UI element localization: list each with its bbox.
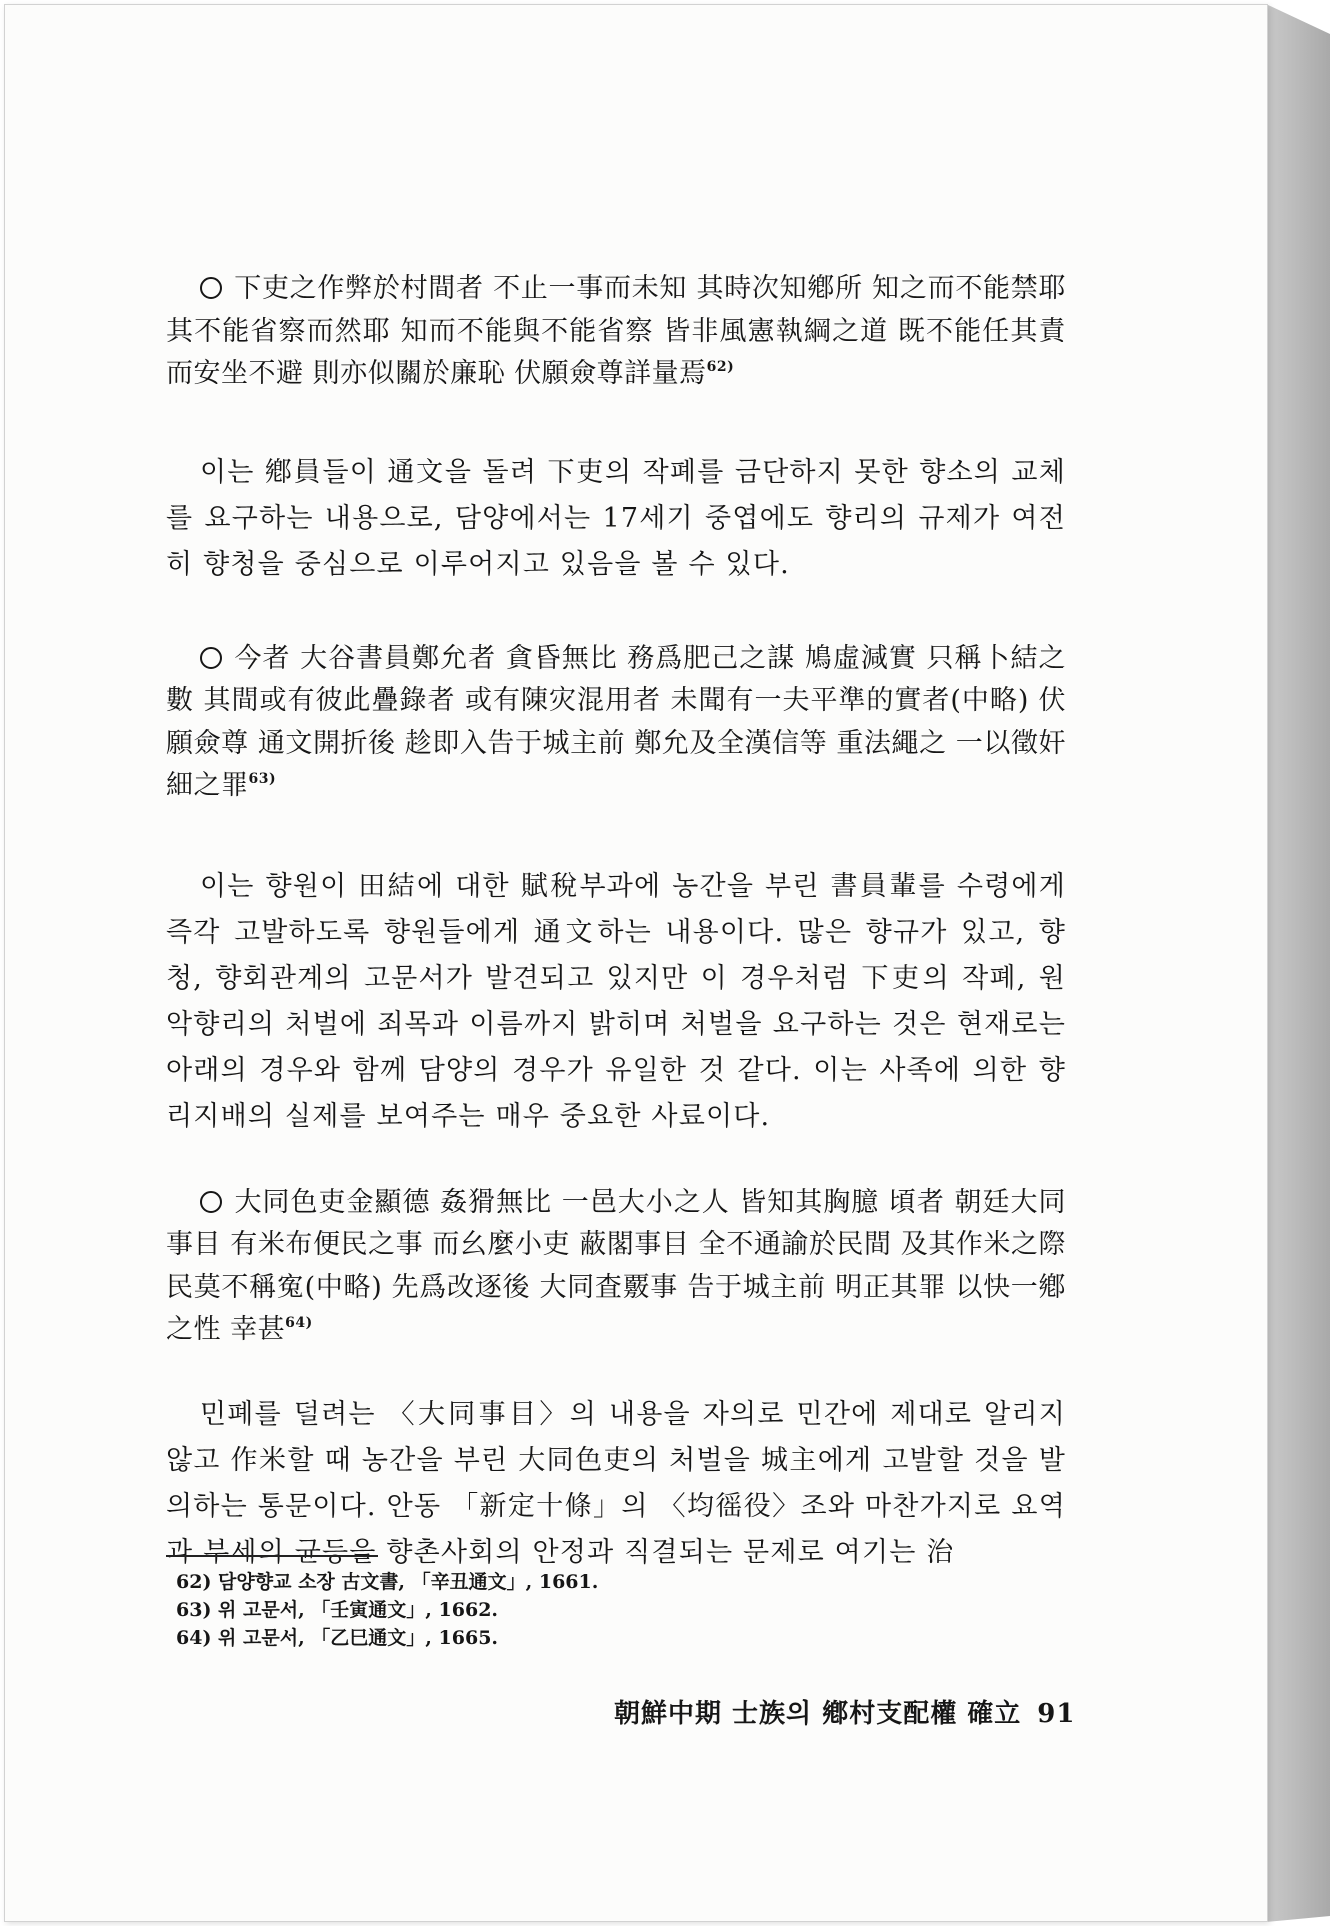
footnote-divider xyxy=(166,1555,378,1557)
footnote-62: 62) 담양향교 소장 古文書, 「辛丑通文」, 1661. xyxy=(176,1571,599,1593)
footnote-ref: 62) xyxy=(706,359,735,375)
footnote-63: 63) 위 고문서, 「壬寅通文」, 1662. xyxy=(176,1599,499,1621)
footnote-ref: 64) xyxy=(285,1315,313,1331)
page-content xyxy=(166,268,1066,1576)
body-paragraph-3: 민폐를 덜려는 〈大同事目〉의 내용을 자의로 민간에 제대로 알리지 않고 作米할 때 농간을 부린 大同色吏의 처벌을 城主에게 고발할 것을 발의하는 통문이다. 안동 「新定十條」의 〈均徭役〉조와 마찬가지로 요역과 부세의 균등을 향촌사회의 안정과 직결되는 문제로 여기는 治 xyxy=(166,1398,1066,1568)
running-footer xyxy=(614,1693,1076,1730)
quote-text: 下吏之作弊於村間者 不止一事而未知 其時次知鄕所 知之而不能禁耶 其不能省察而然耶 知而不能與不能省察 皆非風憲執綱之道 既不能任其責 而安坐不避 則亦似關於廉恥 伏願僉尊詳量焉 xyxy=(166,273,1066,389)
circle-bullet-icon xyxy=(200,277,222,299)
quote-text: 今者 大谷書員鄭允者 貪昏無比 務爲肥己之謀 鳩虛減實 只稱卜結之數 其間或有彼此疊錄者 或有陳灾混用者 未聞有一夫平準的實者(中略) 伏願僉尊 通文開折後 趁即入告于城主前 鄭允及全漢信等 重法繩之 一以徵奸細之罪 xyxy=(166,642,1066,801)
body-paragraph-2: 이는 향원이 田結에 대한 賦稅부과에 농간을 부린 書員輩를 수령에게 즉각 고발하도록 향원들에게 通文하는 내용이다. 많은 향규가 있고, 향청, 향회관계의 고문서가 발견되고 있지만 이 경우처럼 下吏의 작폐, 원악향리의 처벌에 죄목과 이름까지 밝히며 처벌을 요구하는 것은 현재로는 아래의 경우와 함께 담양의 경우가 유일한 것 같다. 이는 사족에 의한 향리지배의 실제를 보여주는 매우 중요한 사료이다. xyxy=(166,870,1066,1132)
quote-block-1 xyxy=(166,268,1066,396)
body-paragraph-1: 이는 鄕員들이 通文을 돌려 下吏의 작폐를 금단하지 못한 향소의 교체를 요구하는 내용으로, 담양에서는 17세기 중엽에도 향리의 규제가 여전히 향청을 중심으로 이루어지고 있음을 볼 수 있다. xyxy=(166,456,1066,580)
footnote-64: 64) 위 고문서, 「乙巳通文」, 1665. xyxy=(176,1627,499,1649)
quote-block-3 xyxy=(166,1182,1066,1352)
quote-block-2 xyxy=(166,638,1066,808)
page-number: 91 xyxy=(1037,1699,1076,1729)
quote-text: 大同色吏金顯德 姦猾無比 一邑大小之人 皆知其胸臆 頃者 朝廷大同事目 有米布便民之事 而幺麼小吏 蔽閣事目 全不通諭於民間 及其作米之際 民莫不稱寃(中略) 先爲改逐後 大同査覈事 告于城主前 明正其罪 以快一鄕之性 幸甚 xyxy=(166,1186,1066,1345)
running-title: 朝鮮中期 士族의 鄕村支配權 確立 xyxy=(614,1699,1022,1729)
footnotes xyxy=(176,1568,1036,1652)
page-edge xyxy=(1266,4,1330,1922)
circle-bullet-icon xyxy=(200,647,222,669)
circle-bullet-icon xyxy=(200,1191,222,1213)
footnote-ref: 63) xyxy=(248,771,277,787)
